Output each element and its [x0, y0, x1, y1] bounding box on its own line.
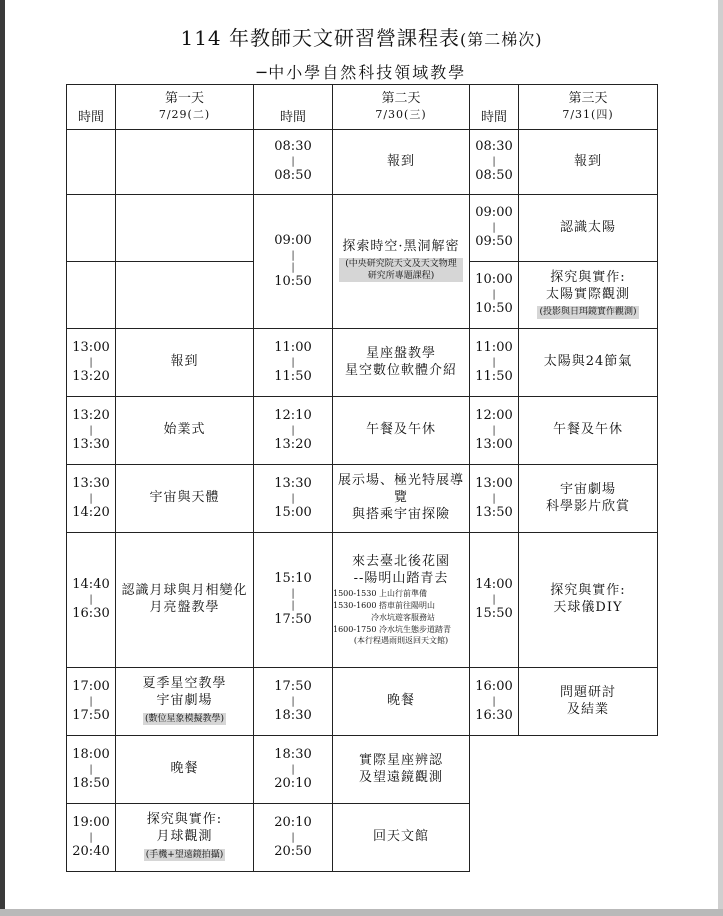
schedule-table: [66, 84, 658, 872]
day2-activity-cell: 來去臺北後花園 --陽明山踏青去 1500-1530 上山行前準備 1530-1600 搭車前往陽明山 冷水坑遊客服務站 1600-1750 冷水坑生態步道踏青 (本行程遇雨則返回天文館): [333, 533, 470, 668]
day1-activity-empty: [116, 262, 254, 329]
day1-time-cell: 17:00 | 17:50: [67, 668, 116, 736]
header-time-day1: 時間: [67, 85, 116, 130]
day1-activity-empty: [116, 195, 254, 262]
day2-activity-cell: 午餐及午休: [333, 397, 470, 465]
day1-time-cell: 13:00 | 13:20: [67, 329, 116, 397]
day3-time-cell: 11:00 | 11:50: [470, 329, 519, 397]
day2-activity-cell: 展示場、極光特展導覽 與搭乘宇宙探險: [333, 465, 470, 533]
header-time-day2: 時間: [254, 85, 333, 130]
day1-date: 7/29(二): [158, 108, 211, 122]
table-row: [67, 533, 658, 668]
header-day2: [333, 85, 470, 130]
day1-activity-cell: 探究與實作: 月球觀測 (手機+望遠鏡拍攝): [116, 804, 254, 872]
table-row: [67, 668, 658, 736]
table-row: [67, 329, 658, 397]
day1-time-cell: 13:20 | 13:30: [67, 397, 116, 465]
day1-note: (手機+望遠鏡拍攝): [145, 849, 224, 860]
day2-time-cell: 17:50 | 18:30: [254, 668, 333, 736]
day3-activity-cell: 宇宙劇場 科學影片欣賞: [519, 465, 658, 533]
header-row: [67, 85, 658, 130]
table-row: [67, 465, 658, 533]
day3-activity-cell: 探究與實作: 天球儀DIY: [519, 533, 658, 668]
day1-time-cell: 14:40 | 16:30: [67, 533, 116, 668]
day3-activity-cell: 探究與實作: 太陽實際觀測 (投影與日珥鏡實作觀測): [519, 262, 658, 329]
window-frame-bottom: [0, 909, 723, 916]
day3-time-cell: 12:00 | 13:00: [470, 397, 519, 465]
day3-time-cell: 13:00 | 13:50: [470, 465, 519, 533]
day1-activity-cell: 晚餐: [116, 736, 254, 804]
day2-time-cell: 13:30 | 15:00: [254, 465, 333, 533]
day1-time-empty: [67, 262, 116, 329]
day3-time-cell: 08:30 | 08:50: [470, 130, 519, 195]
page-subtitle: ─中小學自然科技領域教學: [256, 63, 467, 82]
day3-note: (投影與日珥鏡實作觀測): [539, 307, 637, 318]
day3-time-cell: 14:00 | 15:50: [470, 533, 519, 668]
day1-activity-cell: 認識月球與月相變化 月亮盤教學: [116, 533, 254, 668]
day2-note: (中央研究院天文及天文物理研究所專題課程): [339, 258, 463, 282]
day2-activity-cell: 星座盤教學 星空數位軟體介紹: [333, 329, 470, 397]
day1-time-cell: 19:00 | 20:40: [67, 804, 116, 872]
title-suffix: (第二梯次): [460, 30, 543, 49]
day1-activity-cell: 夏季星空教學 宇宙劇場 (數位星象模擬教學): [116, 668, 254, 736]
day2-activity-cell: 晚餐: [333, 668, 470, 736]
day2-time-cell: 18:30 | 20:10: [254, 736, 333, 804]
day3-name: 第三天: [568, 91, 608, 107]
table-row: [67, 397, 658, 465]
day3-date: 7/31(四): [562, 108, 614, 122]
day3-time-cell: 09:00 | 09:50: [470, 195, 519, 262]
blank-area: [519, 736, 658, 804]
day2-activity-cell: 回天文館: [333, 804, 470, 872]
day1-activity-cell: 始業式: [116, 397, 254, 465]
day2-activity-cell: 探索時空·黑洞解密 (中央研究院天文及天文物理研究所專題課程): [333, 195, 470, 329]
day2-time-cell: 09:00 | | 10:50: [254, 195, 333, 329]
day1-time-empty: [67, 195, 116, 262]
page-title: [0, 22, 723, 51]
day1-time-cell: 18:00 | 18:50: [67, 736, 116, 804]
day1-note: (數位星象模擬教學): [144, 713, 225, 724]
day3-activity-cell: 太陽與24節氣: [519, 329, 658, 397]
day2-activity-cell: 報到: [333, 130, 470, 195]
day1-activity-cell: 宇宙與天體: [116, 465, 254, 533]
blank-area: [519, 804, 658, 872]
day1-activity-cell: 報到: [116, 329, 254, 397]
day3-activity-cell: 報到: [519, 130, 658, 195]
day1-time-empty: [67, 130, 116, 195]
header-time-day3: 時間: [470, 85, 519, 130]
table-row: [67, 195, 658, 262]
day2-time-cell: 08:30 | 08:50: [254, 130, 333, 195]
day2-time-cell: 20:10 | 20:50: [254, 804, 333, 872]
table-row: [67, 130, 658, 195]
day3-activity-cell: 午餐及午休: [519, 397, 658, 465]
window-frame-left: [0, 0, 5, 916]
day3-activity-cell: 認識太陽: [519, 195, 658, 262]
window-frame-right: [718, 0, 723, 916]
day3-time-cell: 10:00 | 10:50: [470, 262, 519, 329]
table-row: [67, 804, 658, 872]
day1-activity-empty: [116, 130, 254, 195]
day2-date: 7/30(三): [375, 108, 427, 122]
title-main: 114 年教師天文研習營課程表: [180, 26, 461, 50]
day2-time-cell: 15:10 | | 17:50: [254, 533, 333, 668]
blank-area: [470, 804, 519, 872]
header-day3: [519, 85, 658, 130]
day3-time-cell: 16:00 | 16:30: [470, 668, 519, 736]
day1-time-cell: 13:30 | 14:20: [67, 465, 116, 533]
day2-name: 第二天: [381, 91, 421, 107]
table-row: [67, 736, 658, 804]
blank-area: [470, 736, 519, 804]
day1-name: 第一天: [164, 91, 204, 107]
day2-time-cell: 11:00 | 11:50: [254, 329, 333, 397]
day3-activity-cell: 問題研討 及結業: [519, 668, 658, 736]
header-day1: [116, 85, 254, 130]
day2-time-cell: 12:10 | 13:20: [254, 397, 333, 465]
day2-activity-cell: 實際星座辨認 及望遠鏡觀測: [333, 736, 470, 804]
